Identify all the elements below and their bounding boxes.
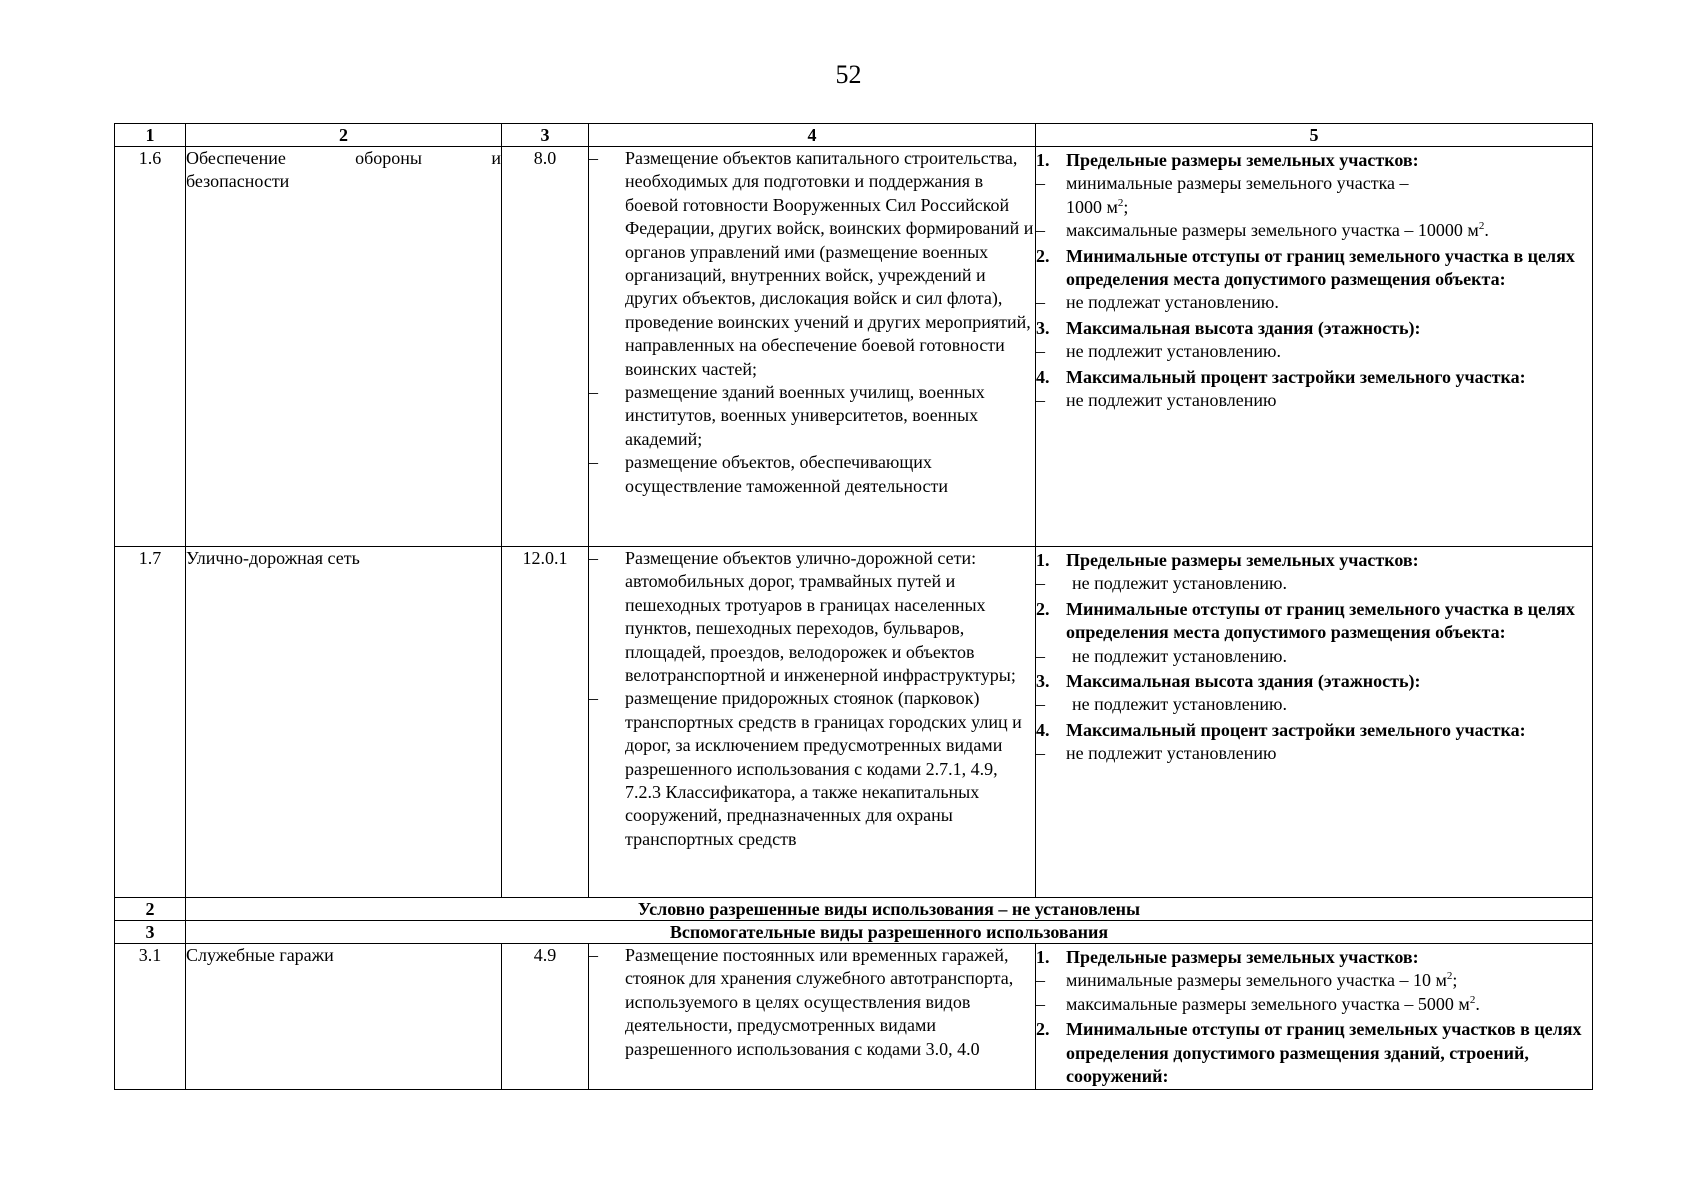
param-heading-text: Минимальные отступы от границ земельных участков в целях определения допустимого размещения зданий, строений, сооружений: [1066, 1019, 1582, 1087]
header-cell: 4 [589, 124, 1036, 147]
list-item-text: Размещение объектов капитального строительства, необходимых для подготовки и поддержания в боевой готовности Вооруженных Сил Российской Федерации, других войск, воинских формирований и органов управлений ими (размещение военных организаций, внутренних войск, учреждений и других объектов, дислокация войск и сил флота), проведение воинских учений и других мероприятий, направленных на обеспечение боевой готовности воинских частей; [625, 148, 1034, 379]
param-number: 1. [1036, 550, 1050, 570]
section-row [115, 898, 1593, 921]
param-heading-text: Максимальная высота здания (этажность): [1066, 317, 1421, 338]
land-use-table [114, 123, 1593, 1090]
use-description [589, 147, 1036, 547]
table-row [115, 944, 1593, 1090]
param-value [1036, 291, 1592, 314]
dash-marker: – [589, 382, 598, 403]
list-item-text: размещение зданий военных училищ, военных институтов, военных университетов, военных академий; [625, 382, 985, 449]
list-item-text: Размещение постоянных или временных гаражей, стоянок для хранения служебного автотранспорта, используемого в целях осуществления видов деятельности, предусмотренных видами разрешенного использования с кодами 3.0, 4.0 [625, 945, 1014, 1059]
use-description [589, 944, 1036, 1090]
param-value [1036, 172, 1592, 219]
param-value-text: минимальные размеры земельного участка – [1066, 173, 1409, 194]
param-value [1036, 993, 1592, 1016]
list-item [589, 547, 1035, 687]
param-number: 2. [1036, 598, 1050, 619]
param-heading [1036, 549, 1592, 572]
section-row [115, 921, 1593, 944]
param-heading-text: Минимальные отступы от границ земельного участка в целях определения места допустимого размещения объекта: [1066, 245, 1575, 290]
param-number: 4. [1036, 366, 1050, 387]
list-item [589, 451, 1035, 498]
row-number: 1.6 [115, 147, 186, 547]
use-type-name [186, 147, 502, 547]
classifier-code: 4.9 [502, 944, 589, 1090]
param-heading-text: Максимальная высота здания (этажность): [1066, 671, 1421, 692]
classifier-code: 12.0.1 [502, 547, 589, 898]
superscript: 2 [1478, 220, 1485, 233]
param-value-text: не подлежат установлению. [1066, 292, 1279, 313]
dash-marker: – [1036, 645, 1045, 666]
dash-marker: – [1036, 220, 1045, 241]
param-value [1036, 219, 1592, 242]
param-number: 4. [1036, 719, 1050, 740]
param-value [1036, 969, 1592, 992]
list-item [589, 944, 1035, 1061]
param-heading [1036, 598, 1592, 645]
param-value-text: максимальные размеры земельного участка – 10000 м [1066, 220, 1479, 241]
param-value-text: не подлежит установлению. [1072, 573, 1287, 594]
param-heading-text: Минимальные отступы от границ земельного участка в целях определения места допустимого размещения объекта: [1066, 598, 1575, 643]
param-value [1036, 340, 1592, 363]
param-heading [1036, 366, 1592, 389]
param-value-text: не подлежит установлению. [1066, 341, 1281, 362]
param-heading-text: Максимальный процент застройки земельного участка: [1066, 719, 1526, 740]
dash-marker: – [1036, 173, 1045, 194]
parameters [1036, 944, 1593, 1090]
param-value-text: не подлежит установлению [1066, 390, 1277, 411]
use-type-name-line: Обеспечение обороны и [186, 148, 501, 168]
use-type-name-line: безопасности [186, 171, 290, 192]
param-number: 2. [1036, 1019, 1050, 1040]
param-value-text: не подлежит установлению. [1072, 694, 1287, 715]
row-number: 3.1 [115, 944, 186, 1090]
param-heading-text: Предельные размеры земельных участков: [1066, 947, 1419, 967]
dash-marker: – [1036, 970, 1045, 991]
superscript: 2 [1469, 993, 1476, 1006]
parameters [1036, 147, 1593, 547]
param-heading [1036, 149, 1592, 172]
header-cell: 1 [115, 124, 186, 147]
superscript: 2 [1446, 970, 1453, 983]
row-number: 1.7 [115, 547, 186, 898]
param-number: 3. [1036, 671, 1050, 692]
section-number: 3 [115, 921, 186, 944]
param-number: 3. [1036, 317, 1050, 338]
list-item-text: размещение объектов, обеспечивающих осуществление таможенной деятельности [625, 452, 948, 496]
param-heading [1036, 1018, 1592, 1088]
param-heading [1036, 719, 1592, 742]
punctuation: . [1484, 220, 1489, 241]
dash-marker: – [1036, 292, 1045, 313]
dash-marker: – [589, 452, 598, 473]
page-number: 52 [835, 60, 862, 89]
param-heading-text: Предельные размеры земельных участков: [1066, 550, 1419, 570]
param-number: 2. [1036, 245, 1050, 266]
use-type-name: Улично-дорожная сеть [186, 547, 502, 898]
header-cell: 2 [186, 124, 502, 147]
param-number: 1. [1036, 150, 1050, 170]
dash-marker: – [1036, 390, 1045, 411]
list-item-text: Размещение объектов улично-дорожной сети: автомобильных дорог, трамвайных путей и пешеходных тротуаров в границах населенных пунктов, пешеходных переходов, бульваров, площадей, проездов, велодорожек и объектов велотранспортной и инженерной инфраструктуры; [625, 548, 1016, 686]
dash-marker: – [589, 548, 598, 568]
table-row [115, 147, 1593, 547]
list-item [589, 381, 1035, 451]
table-row [115, 547, 1593, 898]
use-description [589, 547, 1036, 898]
dash-marker: – [589, 945, 598, 965]
param-heading [1036, 245, 1592, 292]
dash-marker: – [1036, 341, 1045, 362]
param-value [1036, 742, 1592, 765]
param-value [1036, 645, 1592, 668]
param-value-text: максимальные размеры земельного участка – 5000 м [1066, 993, 1470, 1014]
header-cell: 3 [502, 124, 589, 147]
dash-marker: – [1036, 573, 1045, 594]
parameters [1036, 547, 1593, 898]
header-cell: 5 [1036, 124, 1593, 147]
param-value [1036, 693, 1592, 716]
header-row [115, 124, 1593, 147]
section-number: 2 [115, 898, 186, 921]
punctuation: . [1475, 993, 1480, 1014]
punctuation: ; [1123, 196, 1129, 217]
dash-marker: – [1036, 743, 1045, 764]
param-heading [1036, 670, 1592, 693]
superscript: 2 [1117, 196, 1124, 209]
punctuation: ; [1452, 970, 1458, 991]
classifier-code: 8.0 [502, 147, 589, 547]
param-number: 1. [1036, 947, 1050, 967]
dash-marker: – [589, 688, 598, 709]
param-heading [1036, 946, 1592, 969]
param-heading-text: Максимальный процент застройки земельного участка: [1066, 366, 1526, 387]
dash-marker: – [589, 148, 598, 168]
section-title: Вспомогательные виды разрешенного использования [186, 921, 1593, 944]
list-item [589, 687, 1035, 851]
list-item [589, 147, 1035, 381]
param-value [1036, 572, 1592, 595]
section-title: Условно разрешенные виды использования – не установлены [186, 898, 1593, 921]
param-value-text: минимальные размеры земельного участка – 10 м [1066, 970, 1447, 991]
list-item-text: размещение придорожных стоянок (парковок) транспортных средств в границах городских улиц и дорог, за исключением предусмотренных видами разрешенного использования с кодами 2.7.1, 4.9, 7.2.3 Классификатора, а также некапитальных сооружений, предназначенных для охраны транспортных средств [625, 688, 1022, 849]
dash-marker: – [1036, 694, 1045, 715]
use-type-name: Служебные гаражи [186, 944, 502, 1090]
param-heading [1036, 317, 1592, 340]
param-value-text: 1000 м [1066, 196, 1118, 217]
param-value-text: не подлежит установлению. [1072, 645, 1287, 666]
param-value [1036, 389, 1592, 412]
param-value-text: не подлежит установлению [1066, 743, 1277, 764]
dash-marker: – [1036, 993, 1045, 1014]
param-heading-text: Предельные размеры земельных участков: [1066, 150, 1419, 170]
